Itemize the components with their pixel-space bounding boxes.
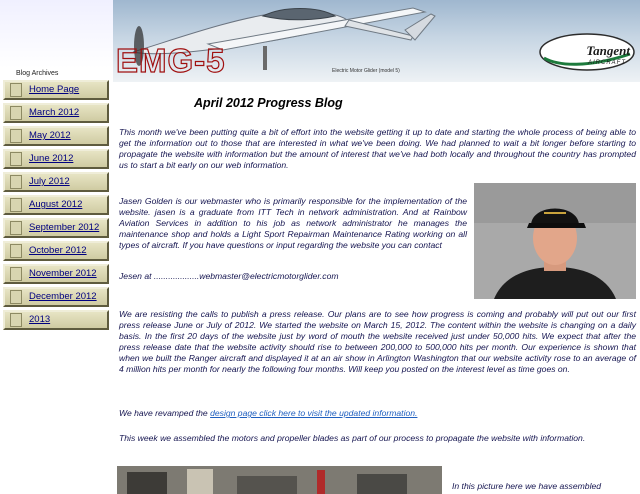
button-notch-icon [10,313,22,327]
design-page-link[interactable]: design page click here to visit the updated information. [210,408,418,418]
nav-november-2012[interactable] [3,264,109,284]
nav-label: March 2012 [29,107,80,118]
nav-may-2012[interactable] [3,126,109,146]
motor-assembly-photo [117,466,442,494]
nav-label: July 2012 [29,176,70,187]
nav-home-page[interactable] [3,80,109,100]
nav-october-2012[interactable] [3,241,109,261]
nav-label: Home Page [29,84,80,95]
page-title: April 2012 Progress Blog [194,96,343,110]
sidebar [0,0,113,494]
nav-label: September 2012 [29,222,100,233]
sidebar-header-area [0,0,113,68]
banner-subtitle: Electric Motor Glider (model 5) [332,68,400,74]
nav-december-2012[interactable] [3,287,109,307]
button-notch-icon [10,175,22,189]
nav-label: May 2012 [29,130,71,141]
button-notch-icon [10,129,22,143]
button-notch-icon [10,221,22,235]
button-notch-icon [10,198,22,212]
nav-march-2012[interactable] [3,103,109,123]
press-release-paragraph: We are resisting the calls to publish a press release. Our plans are to see how progress is coming and probably will put out our first press release June or July of 2012. We started the website on March 15, 2012. The content within the website is changing on a daily basis. In the first 20 days of the website just by word of mouth the website received just under 50,000 hits. We expect that after the press release date that the website activity should rise to between 200,000 to 500,000 hits per month. Our experience is shown that when we built the Ranger aircraft and displayed it at an air show in Arlington Washington that our website activity rose to an average of 4 million hits per month for nearly the following four months. Will keep you posted on the interest level as time goes on. [119,309,636,374]
nav-label: June 2012 [29,153,74,164]
nav-label: August 2012 [29,199,83,210]
webmaster-photo [474,183,636,299]
person-photo-icon [474,183,636,299]
revamp-paragraph [119,408,636,419]
nav-september-2012[interactable] [3,218,109,238]
nav-label: November 2012 [29,268,97,279]
nav-june-2012[interactable] [3,149,109,169]
nav-2013[interactable] [3,310,109,330]
button-notch-icon [10,290,22,304]
nav-august-2012[interactable] [3,195,109,215]
nav-label: 2013 [29,314,51,325]
motors-paragraph: This week we assembled the motors and propeller blades as part of our process to propagate the website with information. [119,433,586,443]
button-notch-icon [10,106,22,120]
webmaster-paragraph: Jasen Golden is our webmaster who is primarily responsible for the implementation of the website. jasen is a graduate from ITT Tech in network administration. And at Rainbow Aviation Services in addition to his job as network administrator he manages the maintenance shop and holds a Light Sport Repairman Maintenance Rating working on all types of aircraft. If you have questions or input regarding the website you can contact [119,196,467,250]
nav-label: October 2012 [29,245,87,256]
workshop-photo-icon [117,466,442,494]
tangent-brand-name: Tangent [586,43,630,58]
tangent-brand-sub: AIRCRAFT [588,60,626,66]
emg-logo: EMG-5 [116,42,226,79]
picture-caption: In this picture here we have assembled [452,481,602,491]
intro-paragraph: This month we've been putting quite a bit of effort into the website getting it up to date and starting the whole process of being able to get the information out to those that are interested in what we've been doing. We had planned to wait a bit longer before starting to propagate the website with information but the amount of interest that we've had both locally and throughout the country has prompted us to start a bit early on our web information. [119,127,636,170]
revamp-prefix: We have revamped the [119,408,211,418]
button-notch-icon [10,83,22,97]
nav-july-2012[interactable] [3,172,109,192]
button-notch-icon [10,244,22,258]
webmaster-contact: Jesen at ...................webmaster@electricmotorglider.com [119,271,339,281]
button-notch-icon [10,267,22,281]
nav-label: December 2012 [29,291,97,302]
header-banner [113,0,640,82]
button-notch-icon [10,152,22,166]
blog-archives-title: Blog Archives [16,70,59,77]
